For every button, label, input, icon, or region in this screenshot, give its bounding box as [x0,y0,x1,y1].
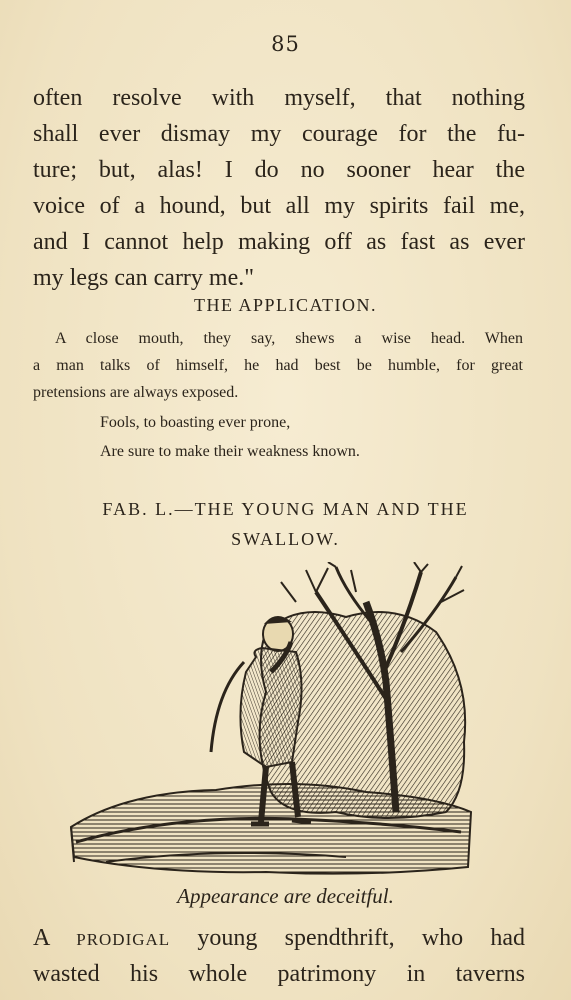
application-text [33,325,523,406]
illustration-caption: Appearance are deceitful. [177,884,394,908]
text-line: shall ever dismay my courage for the fu- [33,121,525,147]
text-line: ture; but, alas! I do no sooner hear the [33,157,525,183]
text-line: my legs can carry me." [33,265,255,291]
page-number: 85 [271,32,300,56]
moral-verse [100,408,360,466]
application-heading: THE APPLICATION. [193,295,377,315]
verse-line: Are sure to make their weakness known. [100,443,360,460]
text-line [33,920,525,956]
text-line: and I cannot help making off as fast as ever [33,229,525,255]
story-paragraph [33,80,525,296]
fable-title [0,494,571,554]
fable-title-line: SWALLOW. [231,529,340,549]
fable-title-line: FAB. L.—THE YOUNG MAN AND THE [102,499,469,519]
woodcut-illustration [66,562,476,882]
small-caps-word: prodigal [76,925,171,951]
line-remainder: young spendthrift, who had [170,925,526,951]
text-line: a man talks of himself, he had best be humble, for great [33,357,523,374]
text-line: pretensions are always exposed. [33,384,239,401]
text-line: often resolve with myself, that nothing [33,85,525,111]
text-line: voice of a hound, but all my spirits fail me, [33,193,525,219]
next-paragraph [33,920,525,992]
text-line: A close mouth, they say, shews a wise head. When [55,330,523,347]
verse-line: Fools, to boasting ever prone, [100,414,291,431]
drop-initial: A [33,925,50,951]
text-line: wasted his whole patrimony in taverns [33,961,525,987]
